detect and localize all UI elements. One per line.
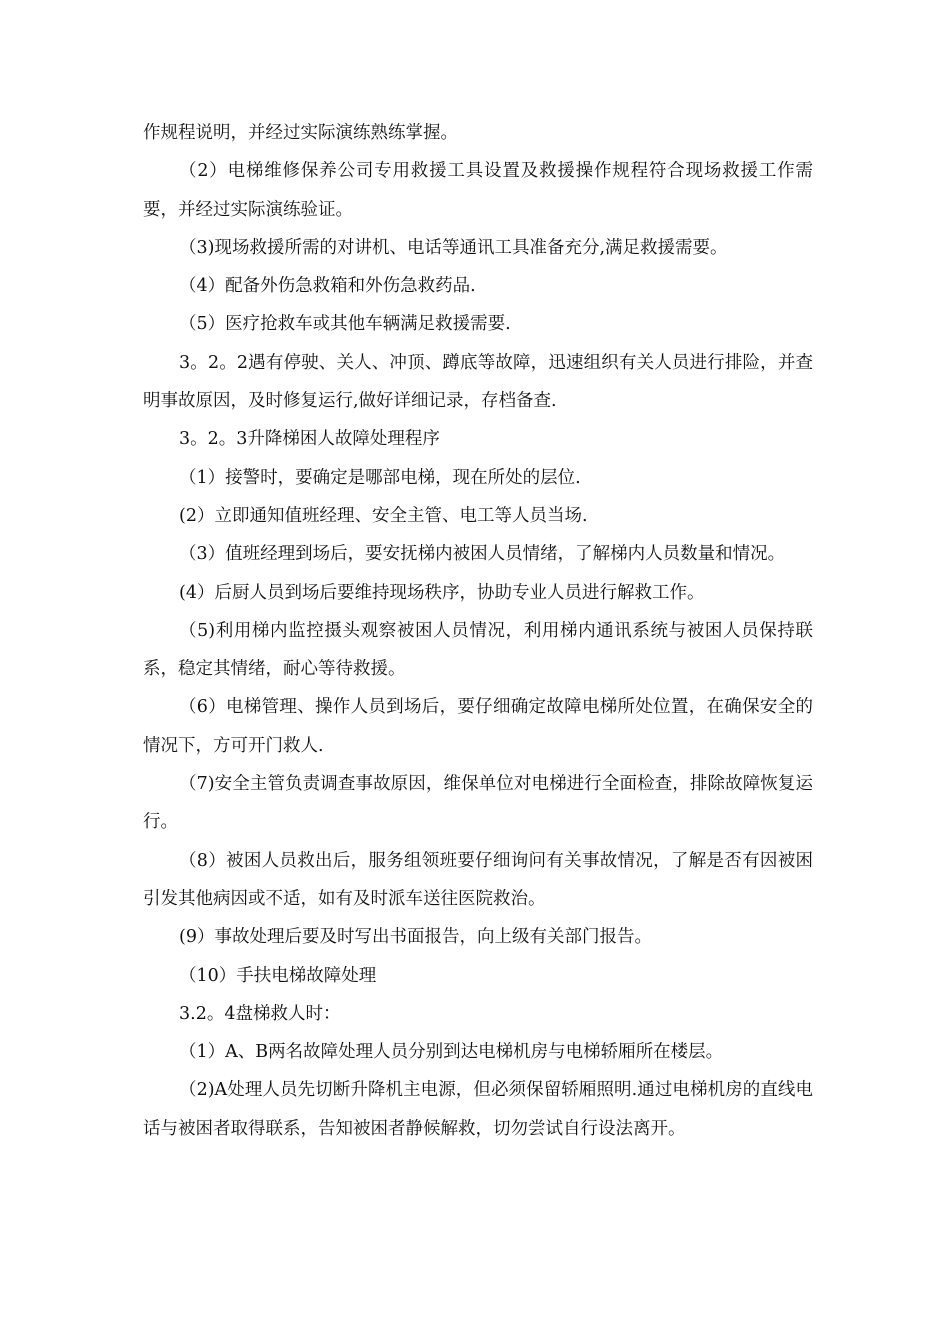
- paragraph-20: （2)A处理人员先切断升降机主电源，但必须保留轿厢照明.通过电梯机房的直线电话与被困者取得联系，告知被困者静候解救，切勿尝试自行设法离开。: [143, 1080, 813, 1139]
- paragraph-16: (9）事故处理后要及时写出书面报告，向上级有关部门报告。: [179, 927, 652, 948]
- paragraph-12: （5)利用梯内监控摄头观察被困人员情况，利用梯内通讯系统与被困人员保持联系，稳定其情绪，耐心等待救援。: [143, 620, 813, 680]
- paragraph-10: （3）值班经理到场后，要安抚梯内被困人员情绪，了解梯内人员数量和情况。: [179, 544, 786, 565]
- paragraph-15: （8）被困人员救出后，服务组领班要仔细询问有关事故情况，了解是否有因被困引发其他病因或不适，如有及时派车送往医院救治。: [143, 850, 813, 909]
- document-body: [143, 114, 813, 1148]
- paragraph-1: 作规程说明，并经过实际演练熟练掌握。: [143, 123, 458, 143]
- paragraph-2: （2）电梯维修保养公司专用救援工具设置及救援操作规程符合现场救援工作需要，并经过实际演练验证。: [143, 161, 813, 220]
- paragraph-3: （3)现场救援所需的对讲机、电话等通讯工具准备充分,满足救援需要。: [179, 237, 728, 258]
- paragraph-6: 3。2。2遇有停驶、关人、冲顶、蹲底等故障，迅速组织有关人员进行排险，并查明事故原因，及时修复运行,做好详细记录，存档备查.: [143, 352, 813, 412]
- paragraph-11: (4）后厨人员到场后要维持现场秩序，协助专业人员进行解救工作。: [179, 582, 705, 603]
- paragraph-17: （10）手扶电梯故障处理: [179, 965, 377, 986]
- paragraph-4: （4）配备外伤急救箱和外伤急救药品.: [179, 276, 476, 297]
- section-heading-3-2-4: 3.2。4盘梯救人时：: [179, 1003, 341, 1024]
- paragraph-19: （1）A、B两名故障处理人员分别到达电梯机房与电梯轿厢所在楼层。: [179, 1042, 724, 1063]
- paragraph-9: (2）立即通知值班经理、安全主管、电工等人员当场.: [179, 505, 588, 526]
- paragraph-8: （1）接警时，要确定是哪部电梯，现在所处的层位.: [179, 467, 581, 488]
- paragraph-14: （7)安全主管负责调查事故原因，维保单位对电梯进行全面检查，排除故障恢复运行。: [143, 774, 813, 833]
- paragraph-13: （6）电梯管理、操作人员到场后，要仔细确定故障电梯所处位置，在确保安全的情况下，方可开门救人.: [143, 697, 813, 756]
- section-heading-3-2-3: 3。2。3升降梯困人故障处理程序: [179, 429, 440, 450]
- paragraph-5: （5）医疗抢救车或其他车辆满足救援需要.: [179, 314, 511, 335]
